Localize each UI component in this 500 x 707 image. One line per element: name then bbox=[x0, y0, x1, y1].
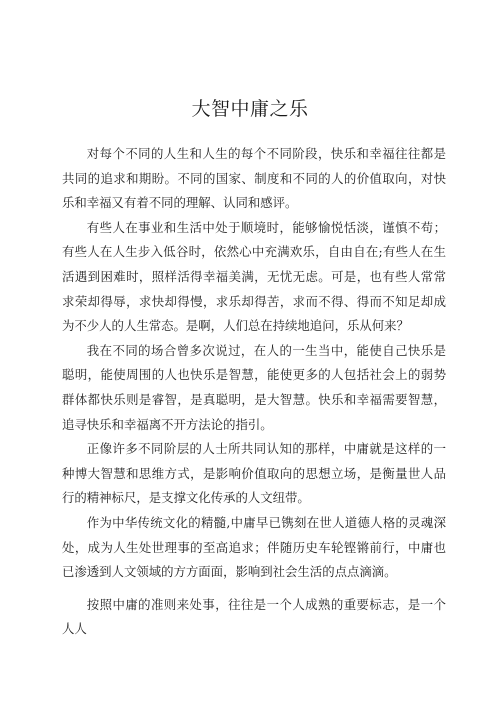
paragraph: 对每个不同的人生和人生的每个不同阶段，快乐和幸福往往都是共同的追求和期盼。不同的国家、制度和不同的人的价值取向，对快乐和幸福又有着不同的理解、认同和感评。 bbox=[62, 146, 446, 211]
paragraph: 作为中华传统文化的精髓,中庸早已镌刻在世人道德人格的灵魂深处，成为人生处世理事的至高追求；伴随历史车轮铿锵前行，中庸也已渗透到人文领域的方方面面，影响到社会生活的点点滴滴。 bbox=[62, 514, 446, 580]
document-title: 大智中庸之乐 bbox=[191, 98, 309, 120]
document-body bbox=[62, 142, 446, 642]
paragraph: 按照中庸的准则来处事，往往是一个人成熟的重要标志，是一个人人 bbox=[62, 596, 446, 637]
paragraph: 有些人在事业和生活中处于顺境时，能够愉悦恬淡，谨慎不苟；有些人在人生步入低谷时，依然心中充满欢乐，自由自在;有些人在生活遇到困难时，照样活得幸福美满，无忧无虑。可是，也有些人常常求荣却得辱，求快却得慢，求乐却得苦，求而不得、得而不知足却成为不少人的人生常态。是啊，人们总在持续地追问，乐从何来？ bbox=[62, 219, 446, 334]
paragraph: 正像许多不同阶层的人士所共同认知的那样，中庸就是这样的一种博大智慧和思维方式，是影响价值取向的思想立场，是衡量世人品行的精神标尺，是支撑文化传承的人文纽带。 bbox=[62, 441, 446, 506]
paragraph: 我在不同的场合曾多次说过，在人的一生当中，能使自己快乐是聪明，能使周围的人也快乐是智慧，能使更多的人包括社会上的弱势群体都快乐则是睿智，是真聪明，是大智慧。快乐和幸福需要智慧，追寻快乐和幸福离不开方法论的指引。 bbox=[62, 342, 446, 432]
